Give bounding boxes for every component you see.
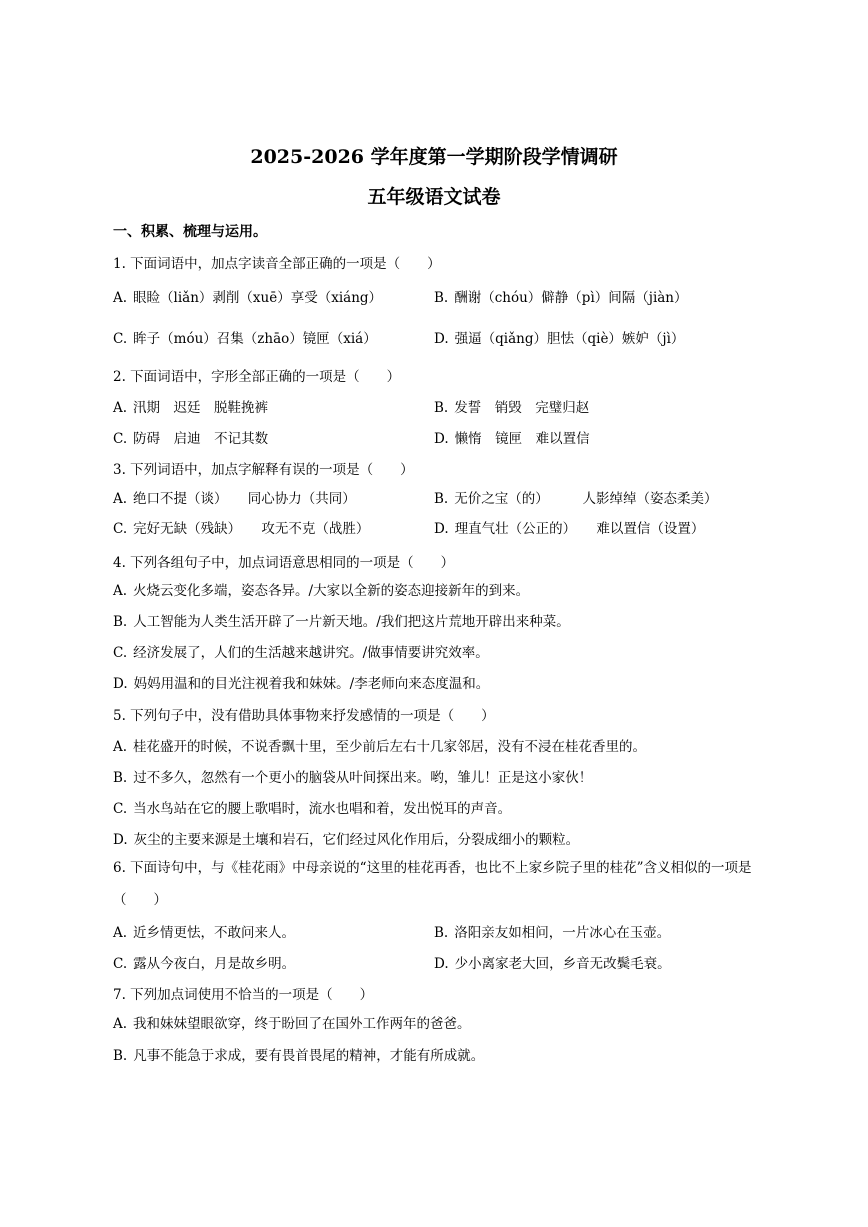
option-text: 汛期 迟廷 脱鞋挽裤: [133, 400, 269, 416]
question-1-option-a: [113, 286, 382, 306]
option-label: B.: [113, 770, 128, 786]
question-4-option-b: [113, 610, 570, 630]
option-label: C.: [113, 431, 128, 447]
option-label: B.: [434, 925, 449, 941]
option-text: 人工智能为人类生活开辟了一片新天地。/我们把这片荒地开辟出来种菜。: [133, 614, 570, 630]
option-label: D.: [113, 676, 128, 692]
question-2-stem: 2. 下面词语中，字形全部正确的一项是（ ）: [113, 369, 401, 385]
question-7-stem: 7. 下列加点词使用不恰当的一项是（ ）: [113, 987, 374, 1003]
option-label: A.: [113, 491, 128, 507]
option-text: 火烧云变化多端，姿态各异。/大家以全新的姿态迎接新年的到来。: [133, 583, 530, 599]
option-text: 洛阳亲友如相问，一片冰心在玉壶。: [454, 925, 671, 941]
question-3-option-b: [434, 487, 717, 507]
option-label: D.: [434, 521, 449, 537]
question-2-option-a: [113, 396, 268, 416]
option-label: C.: [113, 521, 128, 537]
option-text: 懒惰 镜匣 难以置信: [454, 431, 590, 447]
option-label: A.: [113, 739, 128, 755]
option-label: D.: [113, 832, 128, 848]
question-2-option-b: [434, 396, 589, 416]
option-label: B.: [434, 290, 449, 306]
option-label: C.: [113, 331, 128, 347]
option-text: 露从今夜白，月是故乡明。: [133, 956, 296, 972]
question-3-option-d: [434, 517, 704, 537]
option-label: B.: [113, 1048, 128, 1064]
option-text: 经济发展了，人们的生活越来越讲究。/做事情要讲究效率。: [133, 645, 489, 661]
option-text: 眸子（móu）召集（zhāo）镜匣（xiá）: [133, 331, 377, 347]
option-label: A.: [113, 400, 128, 416]
question-1-option-b: [434, 286, 688, 306]
option-text: 完好无缺（残缺） 攻无不克（战胜）: [133, 521, 370, 537]
question-3-stem: 3. 下列词语中，加点字解释有误的一项是（ ）: [113, 462, 414, 478]
question-3-option-c: [113, 517, 369, 537]
question-5-option-a: [113, 735, 646, 755]
option-label: A.: [113, 290, 128, 306]
question-1-option-c: [113, 327, 377, 347]
option-label: D.: [434, 331, 449, 347]
option-text: 凡事不能急于求成，要有畏首畏尾的精神，才能有所成就。: [133, 1048, 485, 1064]
question-6-option-b: [434, 921, 670, 941]
question-4-option-d: [113, 672, 489, 692]
question-4-option-a: [113, 579, 529, 599]
option-text: 妈妈用温和的目光注视着我和妹妹。/李老师向来态度温和。: [133, 676, 490, 692]
option-label: D.: [434, 431, 449, 447]
option-text: 强逼（qiǎng）胆怯（qiè）嫉妒（jì）: [454, 331, 685, 347]
option-text: 当水鸟站在它的腰上歌唱时，流水也唱和着，发出悦耳的声音。: [133, 801, 512, 817]
option-text: 酬谢（chóu）僻静（pì）间隔（jiàn）: [454, 290, 688, 306]
option-label: A.: [113, 1016, 128, 1032]
option-label: C.: [113, 645, 128, 661]
option-text: 灰尘的主要来源是土壤和岩石，它们经过风化作用后，分裂成细小的颗粒。: [133, 832, 580, 848]
exam-subtitle: 五年级语文试卷: [367, 186, 501, 208]
option-label: C.: [113, 801, 128, 817]
question-1-stem: 1. 下面词语中，加点字读音全部正确的一项是（ ）: [113, 256, 441, 272]
question-7-option-a: [113, 1012, 471, 1032]
option-text: 绝口不提（谈） 同心协力（共同）: [133, 491, 356, 507]
option-label: B.: [113, 614, 128, 630]
question-1-option-d: [434, 327, 684, 347]
option-label: C.: [113, 956, 128, 972]
option-label: A.: [113, 583, 128, 599]
option-text: 过不多久，忽然有一个更小的脑袋从叶间探出来。哟，雏儿！正是这小家伙！: [133, 770, 593, 786]
question-2-option-d: [434, 427, 590, 447]
question-5-option-c: [113, 797, 511, 817]
exam-title: 2025-2026 学年度第一学期阶段学情调研: [250, 146, 618, 168]
question-2-option-c: [113, 427, 268, 447]
option-label: B.: [434, 400, 449, 416]
option-text: 防碍 启迪 不记其数: [133, 431, 269, 447]
question-7-option-b: [113, 1044, 484, 1064]
question-6-stem: 6. 下面诗句中，与《桂花雨》中母亲说的“这里的桂花再香，也比不上家乡院子里的桂花”含义相似的一项是（ ）: [113, 860, 752, 908]
option-text: 我和妹妹望眼欲穿，终于盼回了在国外工作两年的爸爸。: [133, 1016, 471, 1032]
option-text: 桂花盛开的时候，不说香飘十里，至少前后左右十几家邻居，没有不浸在桂花香里的。: [133, 739, 647, 755]
option-label: D.: [434, 956, 449, 972]
question-5-option-d: [113, 828, 579, 848]
option-text: 近乡情更怯，不敢问来人。: [133, 925, 296, 941]
question-5-stem: 5. 下列句子中，没有借助具体事物来抒发感情的一项是（ ）: [113, 708, 495, 724]
question-3-option-a: [113, 487, 356, 507]
section-heading: 一、积累、梳理与运用。: [113, 224, 267, 240]
question-6-option-d: [434, 952, 671, 972]
option-label: A.: [113, 925, 128, 941]
question-6-option-c: [113, 952, 295, 972]
option-text: 少小离家老大回，乡音无改鬓毛衰。: [454, 956, 671, 972]
option-text: 眼睑（liǎn）剥削（xuē）享受（xiáng）: [133, 290, 383, 306]
question-4-option-c: [113, 641, 489, 661]
option-text: 发誓 销毁 完璧归赵: [454, 400, 590, 416]
option-text: 无价之宝（的） 人影绰绰（姿态柔美）: [454, 491, 718, 507]
option-text: 理直气壮（公正的） 难以置信（设置）: [454, 521, 705, 537]
question-6-option-a: [113, 921, 295, 941]
question-4-stem: 4. 下列各组句子中，加点词语意思相同的一项是（ ）: [113, 555, 455, 571]
question-5-option-b: [113, 766, 592, 786]
option-label: B.: [434, 491, 449, 507]
